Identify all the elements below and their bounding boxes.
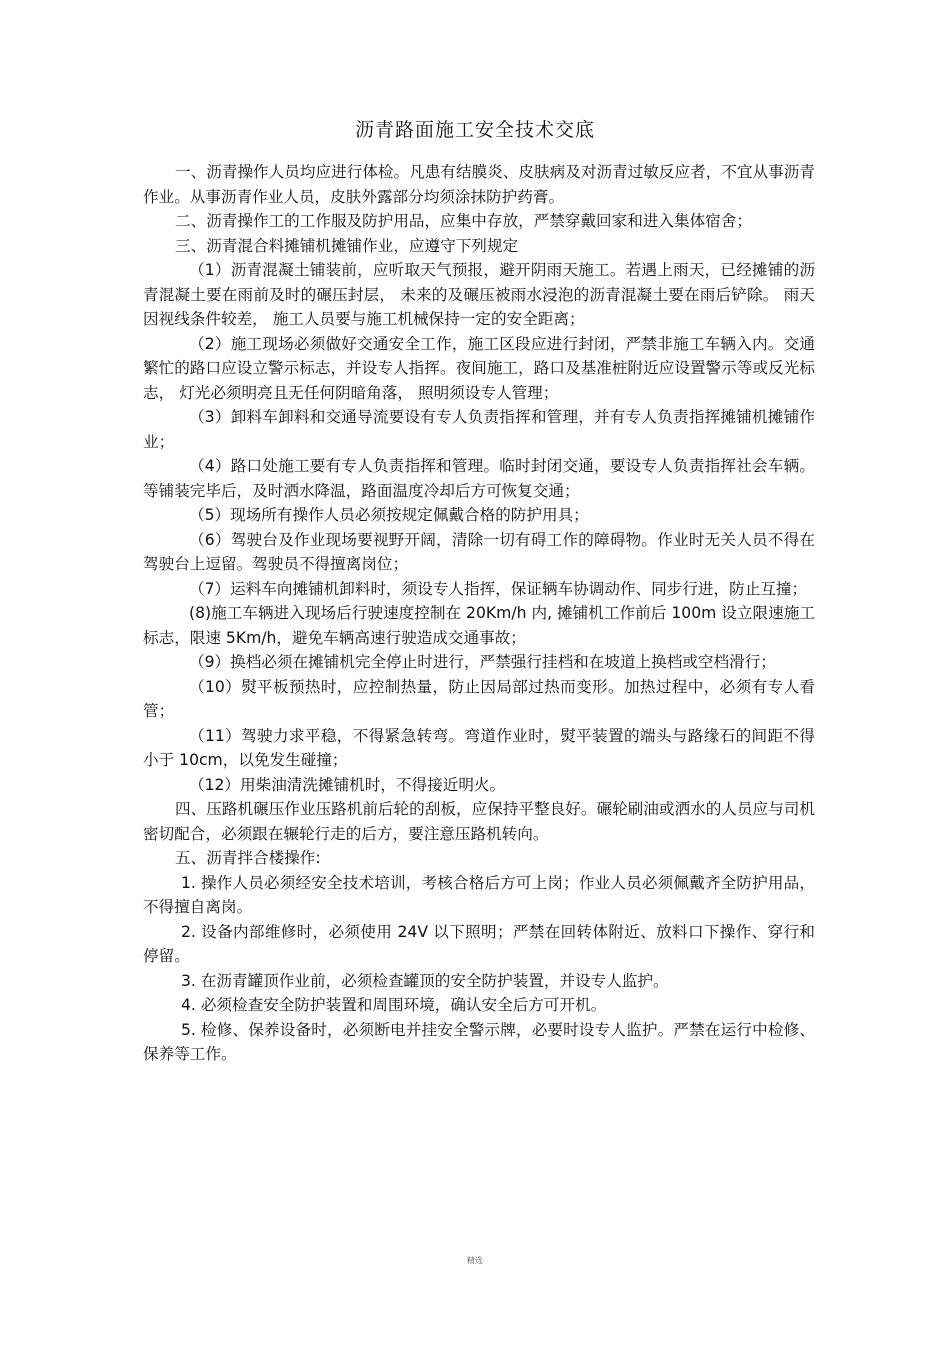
paragraph-5-2: 2. 设备内部维修时，必须使用 24V 以下照明；严禁在回转体附近、放料口下操作、穿行和停留。 xyxy=(143,922,815,965)
paragraph-3-2: （2）施工现场必须做好交通安全工作，施工区段应进行封闭，严禁非施工车辆入内。交通繁忙的路口应设立警示标志，并设专人指挥。夜间施工，路口及基准桩附近应设置警示等或反光标志， 灯光必须明亮且无任何阴暗角落， 照明须设专人管理； xyxy=(143,334,815,402)
paragraph-5-1: 1. 操作人员必须经安全技术培训，考核合格后方可上岗；作业人员必须佩戴齐全防护用品，不得擅自离岗。 xyxy=(143,873,815,916)
paragraph-3-12: （12）用柴油清洗摊铺机时，不得接近明火。 xyxy=(189,775,506,794)
paragraph-3-9: （9）换档必须在摊铺机完全停止时进行，严禁强行挂档和在坡道上换档或空档滑行； xyxy=(189,653,776,671)
paragraph-3-10: （10）熨平板预热时，应控制热量，防止因局部过热而变形。加热过程中，必须有专人看管； xyxy=(143,677,815,720)
paragraph-4: 四、压路机碾压作业压路机前后轮的刮板，应保持平整良好。碾轮刷油或洒水的人员应与司机密切配合，必须跟在辗轮行走的后方，要注意压路机转向。 xyxy=(143,800,815,843)
paragraph-3-7: （7）运料车向摊铺机卸料时，须设专人指挥，保证辆车协调动作、同步行进，防止互撞； xyxy=(189,579,808,598)
paragraph-1: 一、沥青操作人员均应进行体检。凡患有结膜炎、皮肤病及对沥青过敏反应者，不宜从事沥青作业。从事沥青作业人员，皮肤外露部分均须涂抹防护药膏。 xyxy=(143,163,815,206)
document-body xyxy=(143,160,815,1067)
paragraph-3-5: （5）现场所有操作人员必须按规定佩戴合格的防护用具； xyxy=(189,506,589,524)
paragraph-3-4: （4）路口处施工要有专人负责指挥和管理。临时封闭交通，要设专人负责指挥社会车辆。等铺装完毕后，及时洒水降温，路面温度冷却后方可恢复交通； xyxy=(143,457,815,500)
paragraph-3-6: （6）驾驶台及作业现场要视野开阔，清除一切有碍工作的障碍物。作业时无关人员不得在驾驶台上逗留。驾驶员不得擅离岗位； xyxy=(143,530,815,573)
document-title: 沥青路面施工安全技术交底 xyxy=(354,119,595,141)
paragraph-3-3: （3）卸料车卸料和交通导流要设有专人负责指挥和管理，并有专人负责指挥摊铺机摊铺作业； xyxy=(143,408,815,451)
paragraph-3-11: （11）驾驶力求平稳，不得紧急转弯。弯道作业时，熨平装置的端头与路缘石的间距不得小于 10cm，以免发生碰撞； xyxy=(143,726,815,769)
paragraph-3-8: (8)施工车辆进入现场后行驶速度控制在 20Km/h 内, 摊铺机工作前后 100m 设立限速施工标志，限速 5Km/h，避免车辆高速行驶造成交通事故； xyxy=(143,604,815,647)
paragraph-5-5: 5. 检修、保养设备时，必须断电并挂安全警示牌，必要时设专人监护。严禁在运行中检修、保养等工作。 xyxy=(143,1020,815,1063)
paragraph-3-1: （1）沥青混凝土铺装前，应听取天气预报，避开阴雨天施工。若遇上雨天，已经摊铺的沥青混凝土要在雨前及时的碾压封层， 未来的及碾压被雨水浸泡的沥青混凝土要在雨后铲除。 雨天因视线条件较差， 施工人员要与施工机械保持一定的安全距离； xyxy=(143,261,815,328)
paragraph-5-3: 3. 在沥青罐顶作业前，必须检查罐顶的安全防护装置，并设专人监护。 xyxy=(181,971,669,990)
paragraph-5-4: 4. 必须检查安全防护装置和周围环境，确认安全后方可开机。 xyxy=(181,996,607,1014)
page-footer: 精选 xyxy=(467,1256,483,1265)
paragraph-5: 五、沥青拌合楼操作: xyxy=(175,849,321,867)
paragraph-2: 二、沥青操作工的工作服及防护用品，应集中存放，严禁穿戴回家和进入集体宿舍； xyxy=(175,212,752,230)
paragraph-3: 三、沥青混合料摊铺机摊铺作业，应遵守下列规定 xyxy=(175,236,519,255)
